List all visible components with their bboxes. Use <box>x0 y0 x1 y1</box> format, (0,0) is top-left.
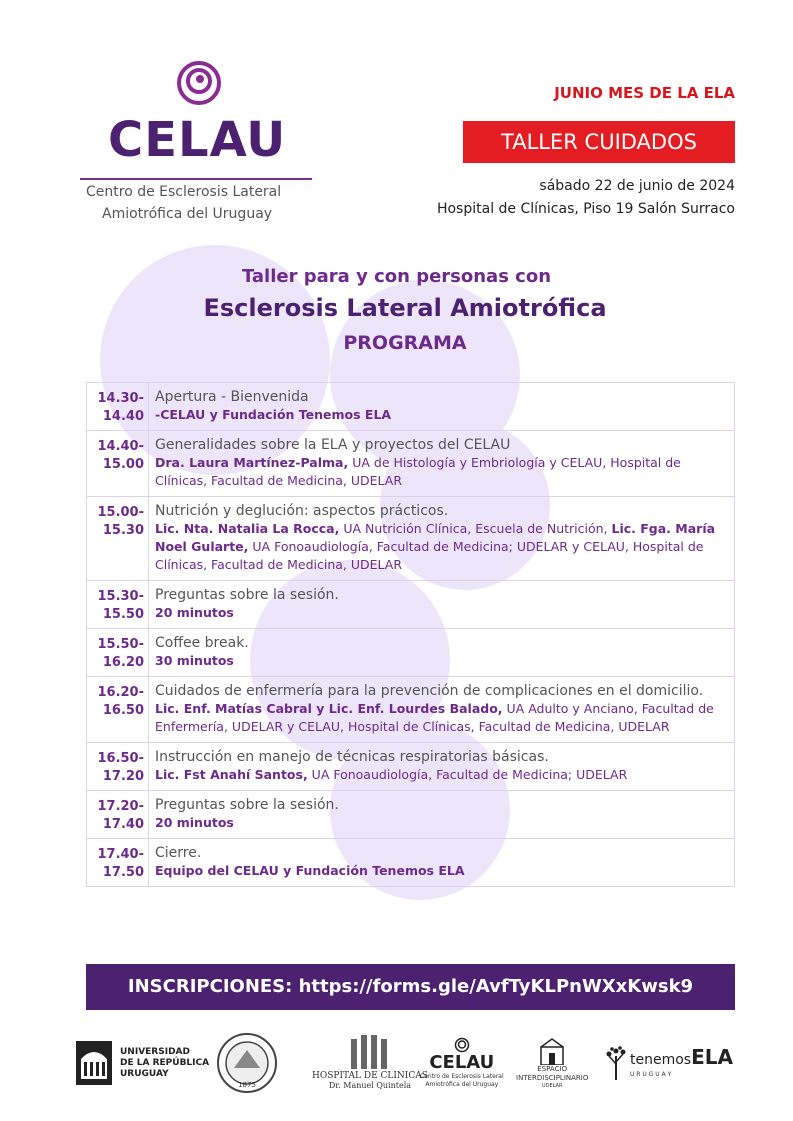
topic: Cuidados de enfermería para la prevención de complicaciones en el domicilio. <box>155 683 704 699</box>
detail: 20 minutos <box>155 815 234 830</box>
detail: Dra. Laura Martínez-Palma, UA de Histología y Embriología y CELAU, Hospital de Clínicas, Facultad de Medicina, UDELAR <box>155 455 681 488</box>
swirl-icon <box>176 60 222 106</box>
program-row <box>87 743 735 791</box>
topic: Apertura - Bienvenida <box>155 389 309 405</box>
time-cell: 14.30- 14.40 <box>87 383 149 431</box>
detail: Equipo del CELAU y Fundación Tenemos ELA <box>155 863 465 878</box>
topic: Nutrición y deglución: aspectos prácticos. <box>155 503 449 519</box>
time-cell: 17.40- 17.50 <box>87 839 149 887</box>
topic: Preguntas sobre la sesión. <box>155 587 339 603</box>
desc-cell <box>149 581 735 629</box>
event-place: Hospital de Clínicas, Piso 19 Salón Surraco <box>436 201 735 217</box>
time-cell: 14.40- 15.00 <box>87 431 149 497</box>
celau-footer-logo: CELAU Centro de Esclerosis Lateral Amiotrófica del Uruguay <box>420 1028 504 1098</box>
espacio-building-icon <box>539 1037 565 1065</box>
program-row <box>87 677 735 743</box>
month-heading: JUNIO MES DE LA ELA <box>554 84 735 102</box>
desc-cell <box>149 497 735 581</box>
udelar-building-icon <box>76 1041 112 1085</box>
svg-text:1875: 1875 <box>238 1081 256 1089</box>
intro-title: Esclerosis Lateral Amiotrófica <box>203 294 607 322</box>
intro-subtitle: Taller para y con personas con <box>241 266 552 287</box>
desc-cell <box>149 791 735 839</box>
footer-logos <box>70 1028 750 1098</box>
time-cell: 17.20- 17.40 <box>87 791 149 839</box>
program-row <box>87 383 735 431</box>
time-cell: 15.00- 15.30 <box>87 497 149 581</box>
hospital-building-icon <box>349 1035 391 1069</box>
logo-name: CELAU <box>108 112 287 168</box>
detail: -CELAU y Fundación Tenemos ELA <box>155 407 392 422</box>
program-row <box>87 629 735 677</box>
topic: Instrucción en manejo de técnicas respiratorias básicas. <box>155 749 549 765</box>
seal-icon <box>216 1032 278 1094</box>
time-cell: 15.50- 16.20 <box>87 629 149 677</box>
program-row <box>87 431 735 497</box>
program-row <box>87 581 735 629</box>
medicina-seal <box>216 1028 278 1098</box>
detail: Lic. Fst Anahí Santos, UA Fonoaudiología, Facultad de Medicina; UDELAR <box>155 767 628 782</box>
topic: Coffee break. <box>155 635 249 651</box>
desc-cell <box>149 383 735 431</box>
taller-banner: TALLER CUIDADOS <box>463 121 735 163</box>
logo-subtitle-1: Centro de Esclerosis Lateral <box>86 184 282 200</box>
detail: 20 minutos <box>155 605 234 620</box>
detail: 30 minutos <box>155 653 234 668</box>
swirl-icon <box>454 1037 470 1053</box>
udelar-logo: UNIVERSIDAD DE LA REPÚBLICA URUGUAY <box>76 1028 209 1098</box>
desc-cell <box>149 431 735 497</box>
desc-cell <box>149 743 735 791</box>
inscripciones-banner[interactable]: INSCRIPCIONES: https://forms.gle/AvfTyKLPnWXxKwsk9 <box>86 964 735 1010</box>
logo-divider <box>80 178 312 180</box>
event-date: sábado 22 de junio de 2024 <box>539 178 735 194</box>
programa-heading: PROGRAMA <box>343 332 467 354</box>
time-cell: 16.20- 16.50 <box>87 677 149 743</box>
program-row <box>87 497 735 581</box>
detail: Lic. Nta. Natalia La Rocca, UA Nutrición Clínica, Escuela de Nutrición, Lic. Fga. María Noel Gularte, UA Fonoaudiología, Facultad de Medicina; UDELAR y CELAU, Hospital de Clínicas, Facultad de Medicina, UDELAR <box>155 521 716 572</box>
program-table <box>86 382 735 887</box>
program-row <box>87 839 735 887</box>
time-cell: 15.30- 15.50 <box>87 581 149 629</box>
detail: Lic. Enf. Matías Cabral y Lic. Enf. Lourdes Balado, UA Adulto y Anciano, Facultad de Enfermería, UDELAR y CELAU, Hospital de Clínicas, Facultad de Medicina, UDELAR <box>155 701 714 734</box>
desc-cell <box>149 839 735 887</box>
espacio-logo: ESPACIO INTERDISCIPLINARIO UDELAR <box>516 1028 588 1098</box>
topic: Generalidades sobre la ELA y proyectos del CELAU <box>155 437 511 453</box>
time-cell: 16.50- 17.20 <box>87 743 149 791</box>
logo-subtitle-2: Amiotrófica del Uruguay <box>102 206 273 222</box>
hospital-logo: HOSPITAL DE CLINICAS Dr. Manuel Quintela <box>312 1028 428 1098</box>
topic: Preguntas sobre la sesión. <box>155 797 339 813</box>
topic: Cierre. <box>155 845 202 861</box>
desc-cell <box>149 629 735 677</box>
tree-icon <box>606 1046 626 1080</box>
program-row <box>87 791 735 839</box>
desc-cell <box>149 677 735 743</box>
tenemos-ela-logo: tenemosELA U R U G U A Y <box>606 1028 733 1098</box>
